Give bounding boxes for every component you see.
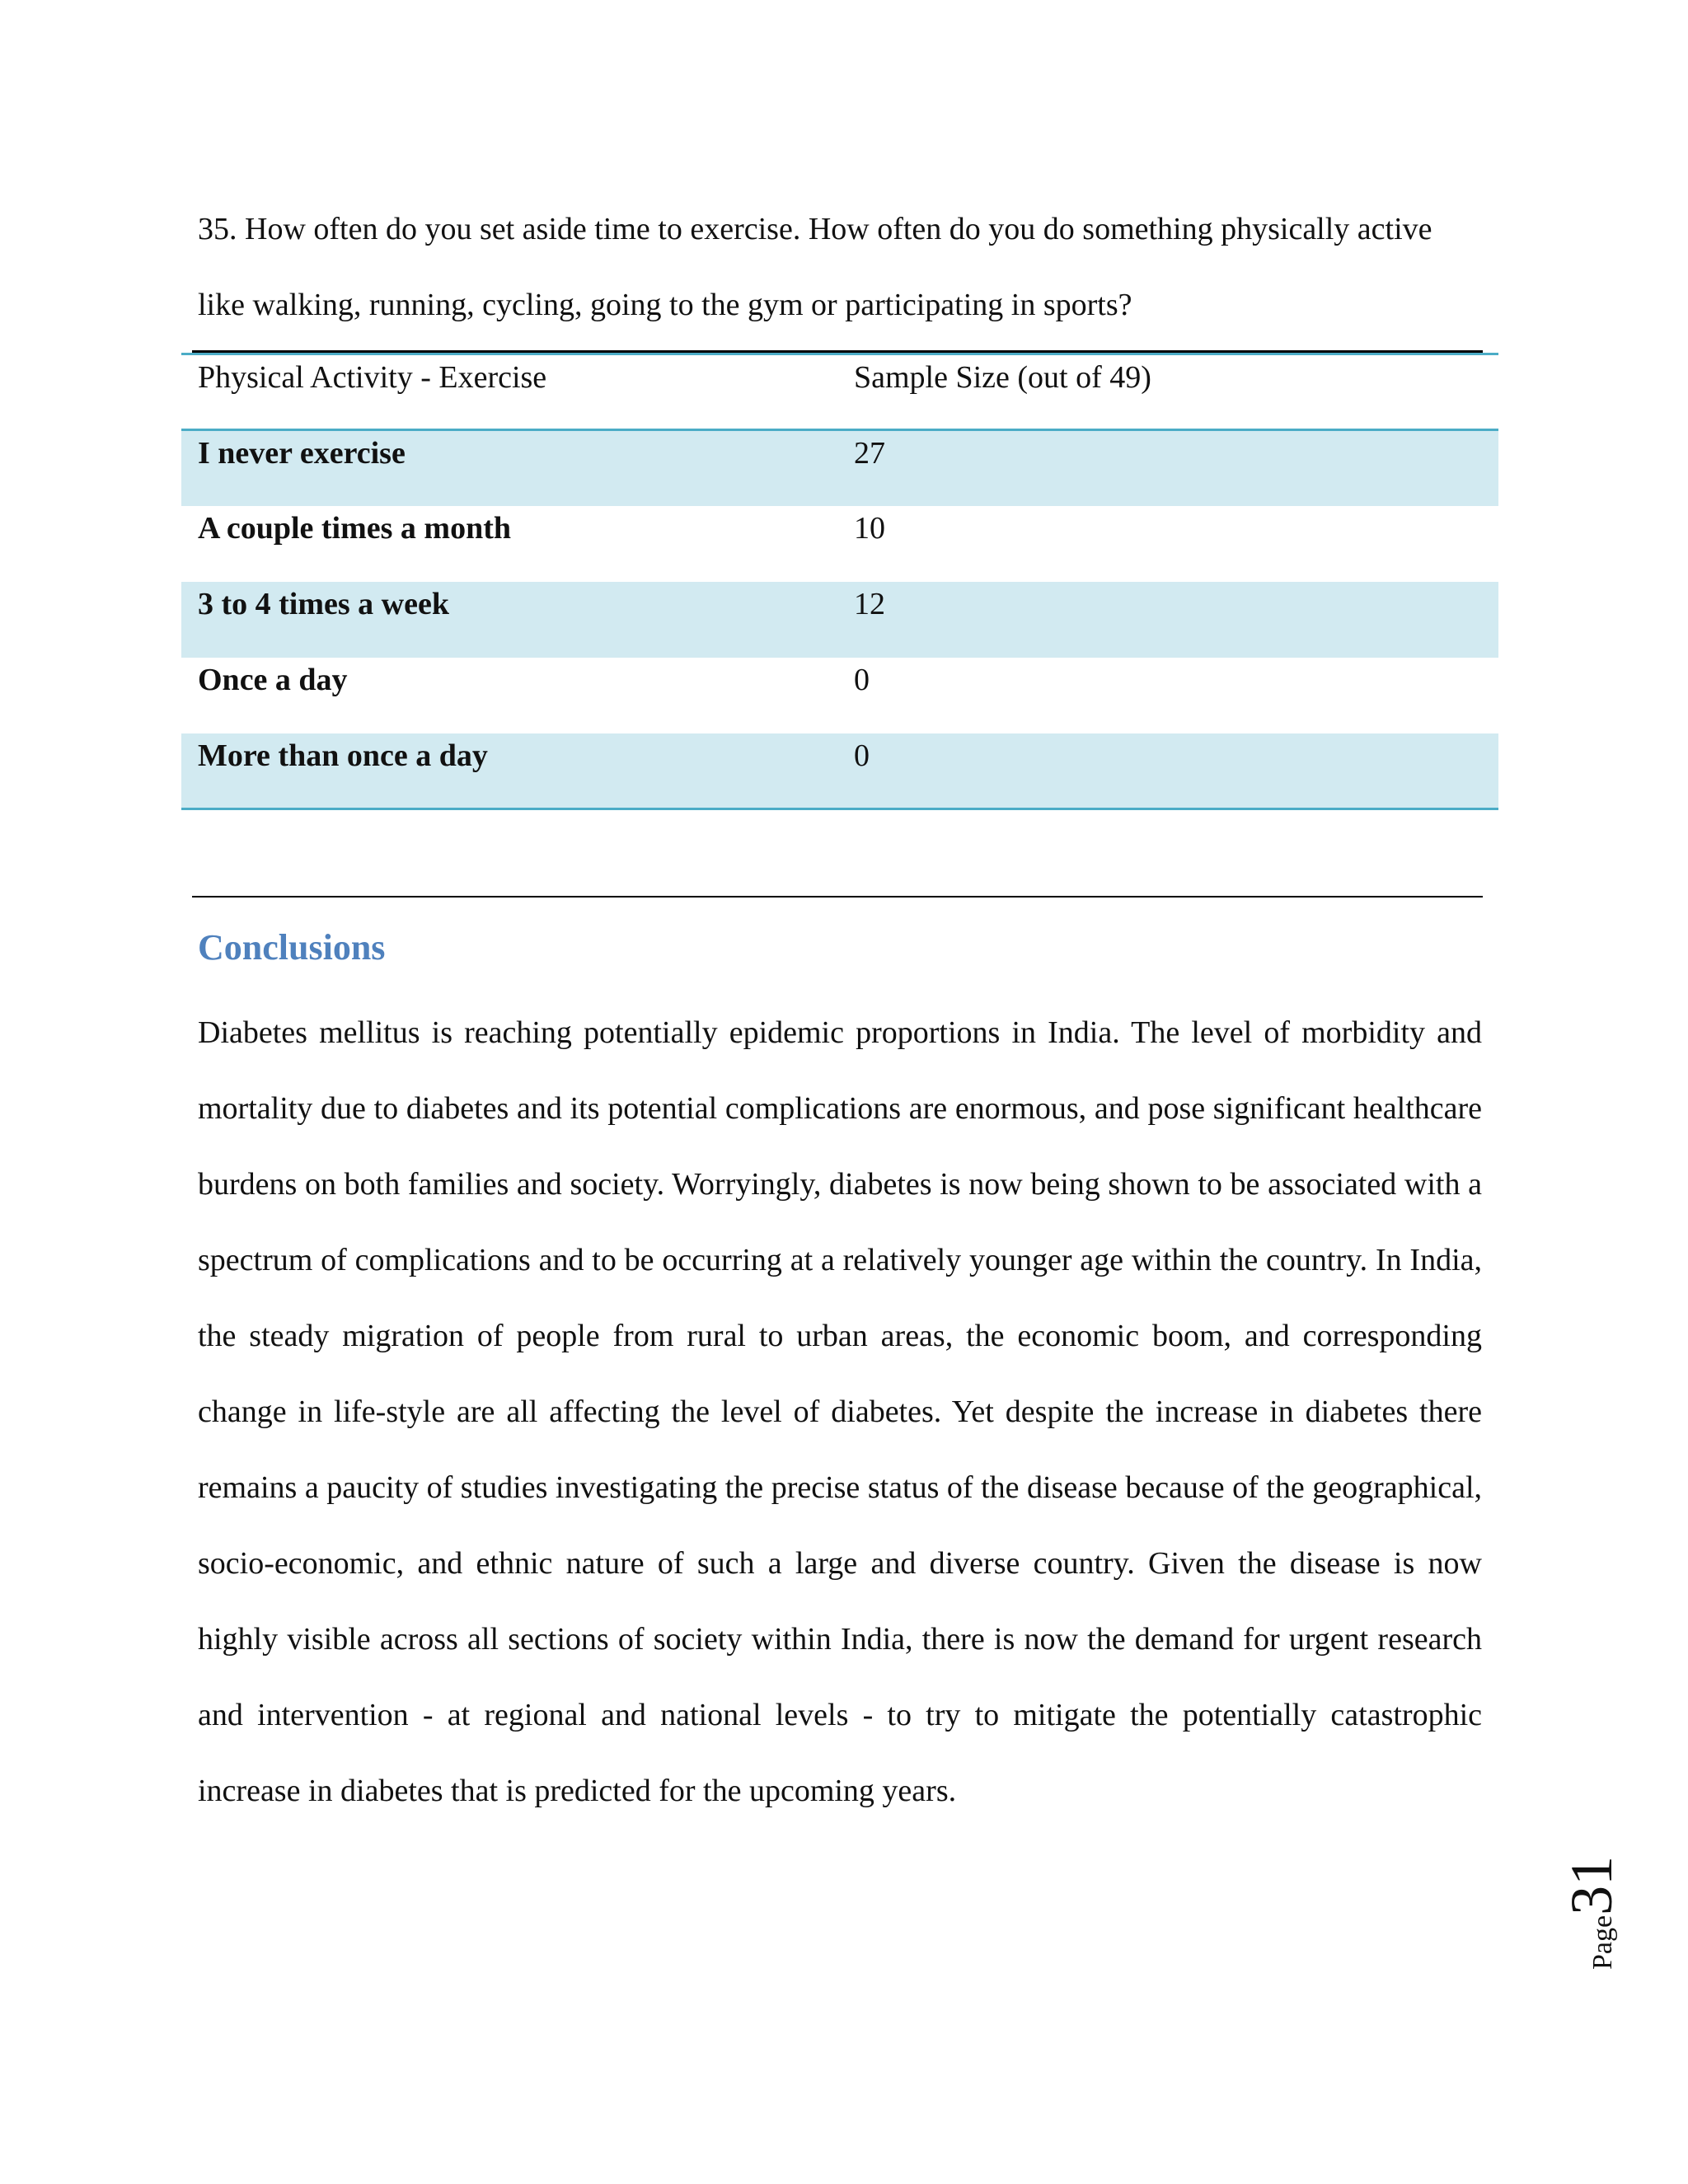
conclusions-paragraph: Diabetes mellitus is reaching potentially epidemic proportions in India. The level of morbidity and mortality due to diabetes and its potential complications are enormous, and pose significant healthcare burdens on both families and society. Worryingly, diabetes is now being shown to be associated with a spectrum of complications and to be occurring at a relatively younger age within the country. In India, the steady migration of people from rural to urban areas, the economic boom, and corresponding change in life-style are all affecting the level of diabetes. Yet despite the increase in diabetes there remains a paucity of studies investigating the precise status of the disease because of the geographical, socio-economic, and ethnic nature of such a large and diverse country. Given the disease is now highly visible across all sections of society within India, there is now the demand for urgent research and intervention - at regional and national levels - to try to mitigate the potentially catastrophic increase in diabetes that is predicted for the upcoming years. xyxy=(198,1015,1482,1808)
page-number-label xyxy=(1558,1838,1624,1970)
table-row xyxy=(181,658,1498,733)
table-row xyxy=(181,430,1498,506)
page-digit: 31 xyxy=(1559,1855,1625,1915)
table-row xyxy=(181,506,1498,582)
conclusions-heading: Conclusions xyxy=(198,927,386,968)
page-word: Page xyxy=(1587,1915,1618,1970)
row-label: I never exercise xyxy=(198,436,406,471)
row-label: 3 to 4 times a week xyxy=(198,586,449,621)
table-header-row xyxy=(181,354,1498,430)
row-value: 12 xyxy=(854,586,885,621)
column-header-activity: Physical Activity - Exercise xyxy=(198,360,547,395)
row-label: Once a day xyxy=(198,662,348,697)
row-value: 0 xyxy=(854,738,870,773)
column-header-sample-size: Sample Size (out of 49) xyxy=(854,360,1151,395)
row-value: 10 xyxy=(854,510,885,546)
survey-question: 35. How often do you set aside time to exercise. How often do you do something physically active like walking, running, cycling, going to the gym or participating in sports? xyxy=(198,212,1432,322)
row-value: 0 xyxy=(854,662,870,697)
section-divider xyxy=(192,896,1483,898)
row-label: A couple times a month xyxy=(198,510,511,546)
table-row xyxy=(181,733,1498,809)
row-value: 27 xyxy=(854,436,885,471)
exercise-table xyxy=(181,353,1498,810)
table-row xyxy=(181,582,1498,658)
row-label: More than once a day xyxy=(198,738,488,773)
